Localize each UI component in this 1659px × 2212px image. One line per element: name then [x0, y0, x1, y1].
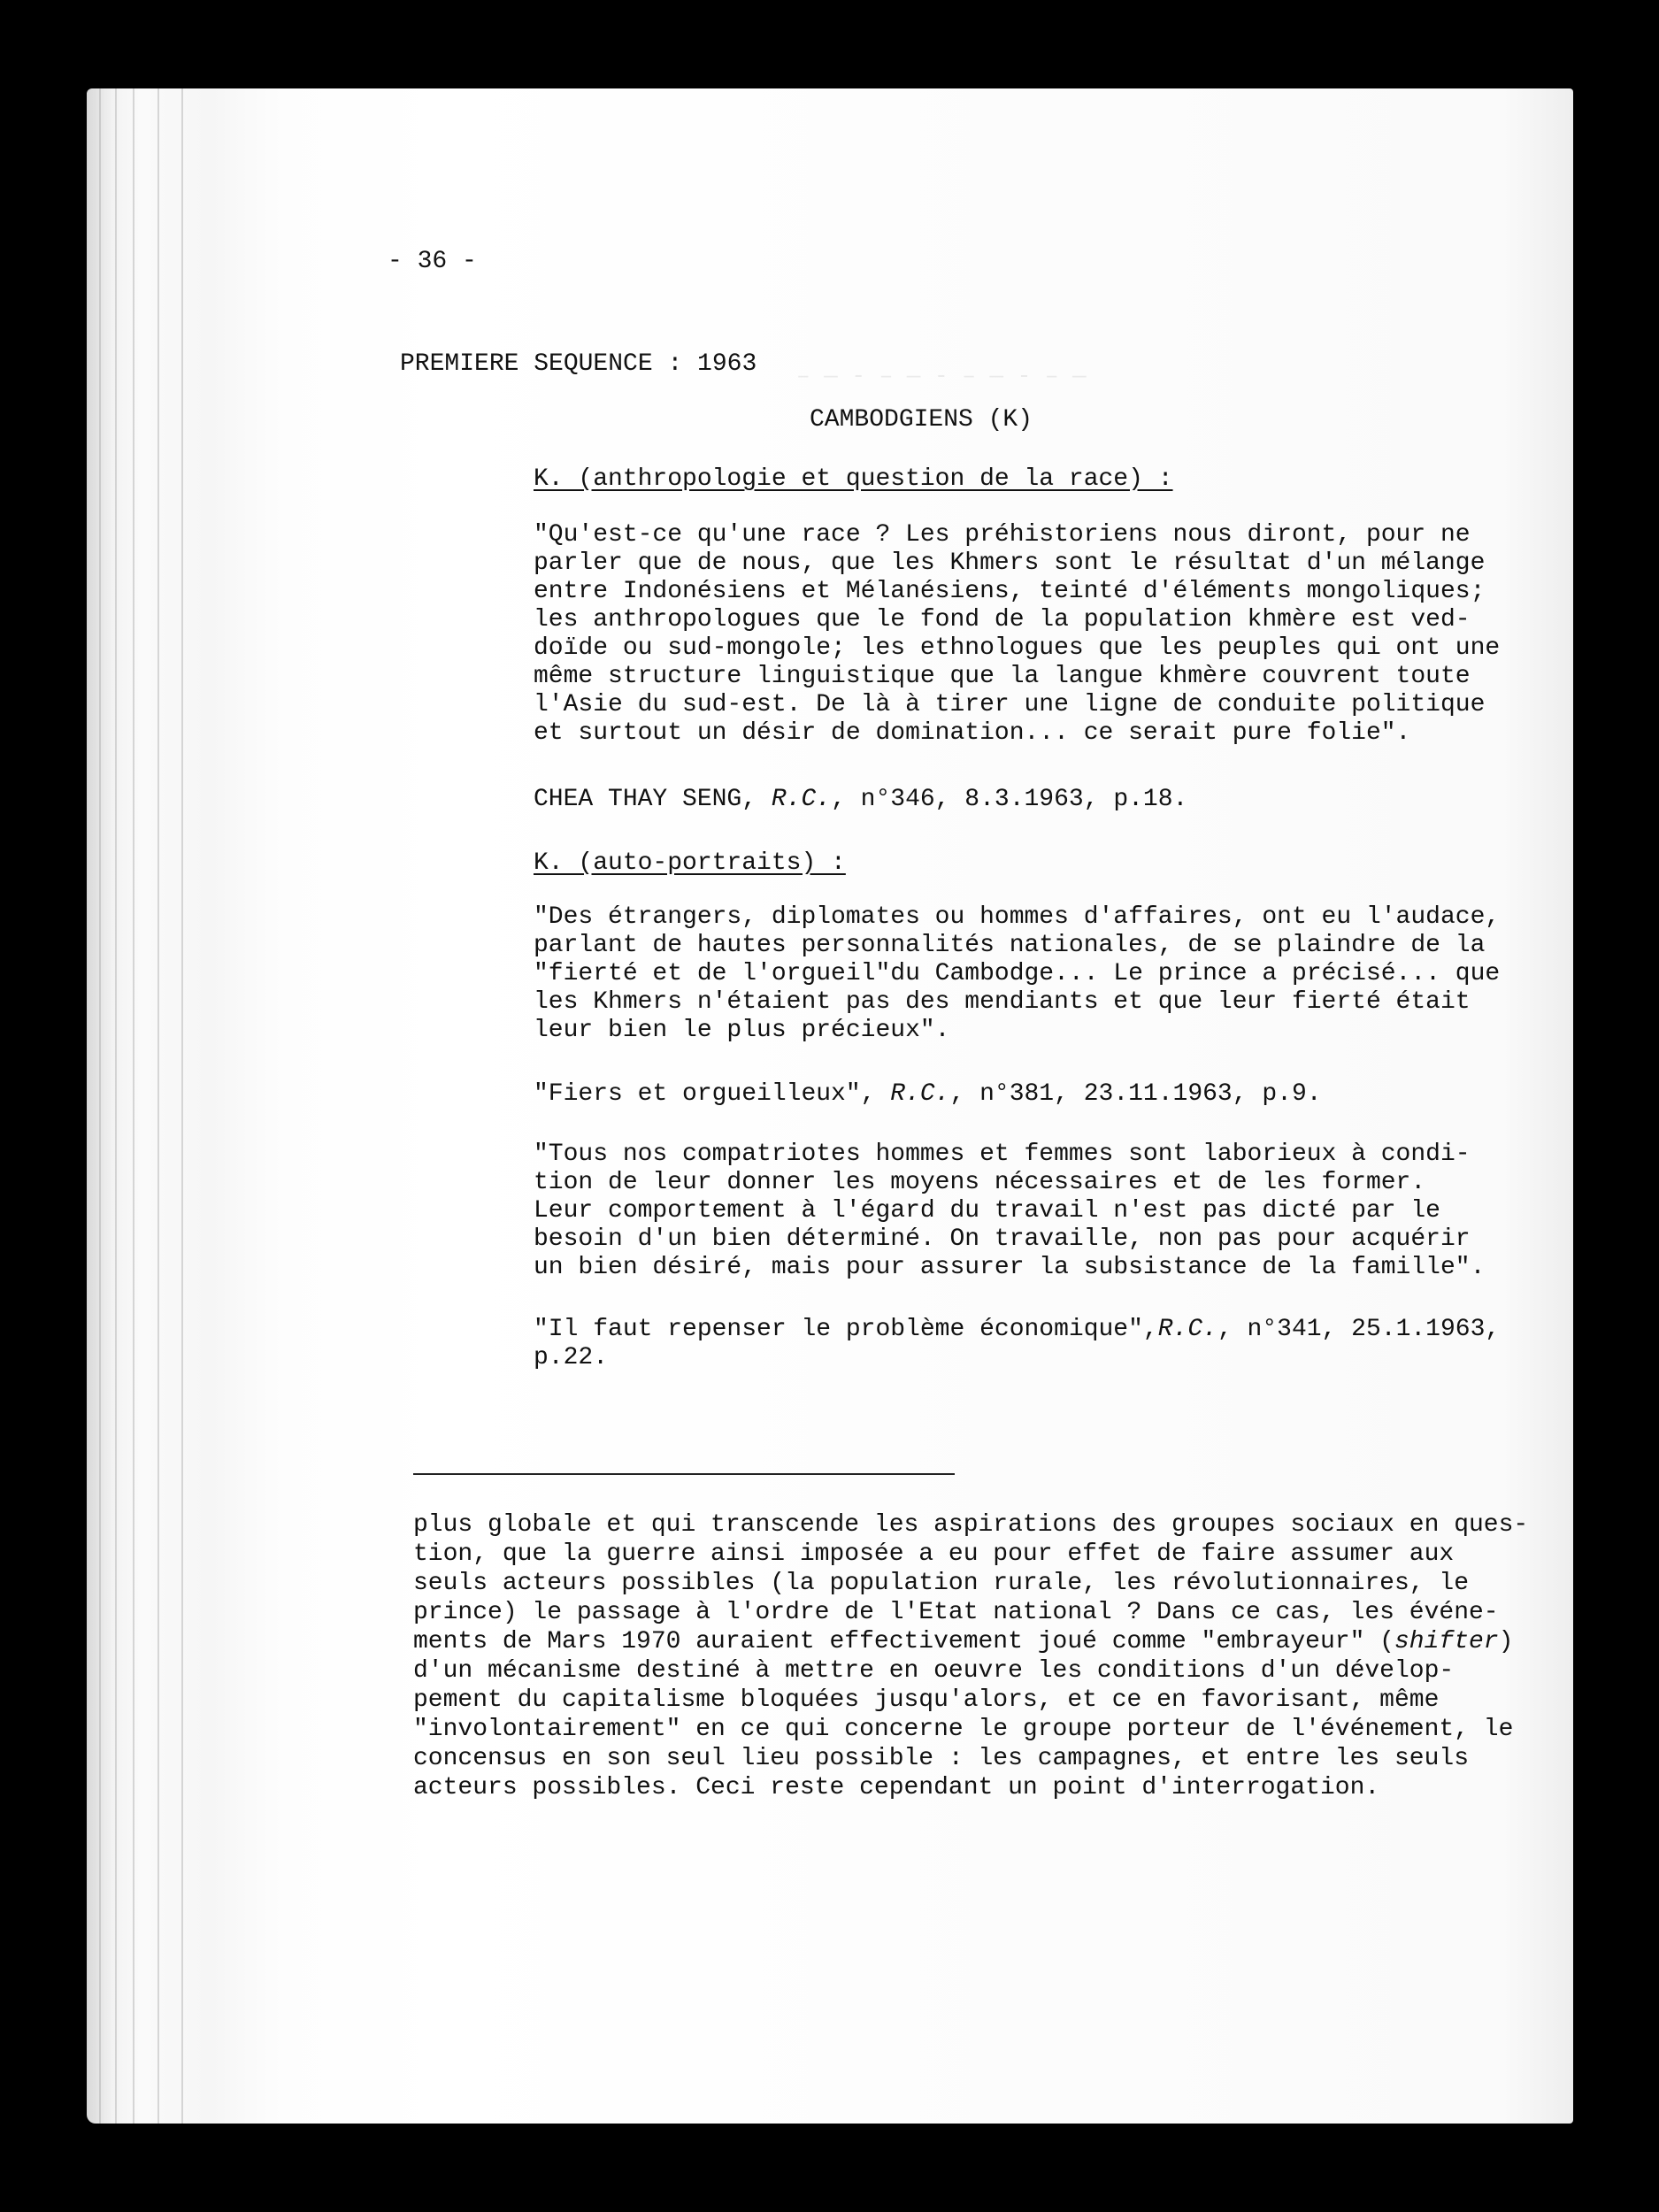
quote-line: besoin d'un bien déterminé. On travaille, non pas pour acquérir	[534, 1225, 1471, 1253]
citation-repenser-probleme	[534, 1316, 1500, 1344]
section-title: CAMBODGIENS (K)	[810, 406, 1033, 434]
quote-line: "Qu'est-ce qu'une race ? Les préhistoriens nous diront, pour ne	[534, 521, 1471, 549]
quote-line: l'Asie du sud-est. De là à tirer une ligne de conduite politique	[534, 691, 1486, 718]
bleed-through-text: — ‒ ‐ — ‒ ‐ — ‒ ‐ — ‒	[796, 363, 1087, 389]
quote-line: leur bien le plus précieux".	[534, 1017, 950, 1044]
citation-page: p.22.	[534, 1344, 609, 1371]
citation-source: R.C.	[1157, 1316, 1217, 1343]
body-line: d'un mécanisme destiné à mettre en oeuvre les conditions d'un dévelop-	[413, 1657, 1455, 1685]
section-heading-anthropologie: K. (anthropologie et question de la race) :	[534, 465, 1173, 493]
quote-line: parler que de nous, que les Khmers sont le résultat d'un mélange	[534, 549, 1486, 577]
citation-details: , n°381, 23.11.1963, p.9.	[949, 1080, 1322, 1108]
quote-line: un bien désiré, mais pour assurer la subsistance de la famille".	[534, 1254, 1486, 1281]
body-text: ments de Mars 1970 auraient effectivement joué comme "embrayeur" (	[413, 1628, 1394, 1655]
body-text: )	[1498, 1628, 1514, 1655]
body-line: seuls acteurs possibles (la population rurale, les révolutionnaires, le	[413, 1570, 1469, 1597]
body-line: plus globale et qui transcende les aspirations des groupes sociaux en ques-	[413, 1511, 1529, 1539]
page-number: - 36 -	[388, 248, 477, 275]
body-line: "involontairement" en ce qui concerne le groupe porteur de l'événement, le	[413, 1716, 1514, 1743]
body-line: concensus en son seul lieu possible : les campagnes, et entre les seuls	[413, 1745, 1469, 1772]
sequence-heading: PREMIERE SEQUENCE : 1963	[400, 350, 757, 378]
citation-title: "Il faut repenser le problème économique",	[534, 1316, 1158, 1343]
quote-line: "fierté et de l'orgueil"du Cambodge... Le prince a précisé... que	[534, 960, 1501, 987]
body-line: prince) le passage à l'ordre de l'Etat national ? Dans ce cas, les événe-	[413, 1599, 1499, 1626]
citation-title: "Fiers et orgueilleux",	[534, 1080, 891, 1108]
citation-author: CHEA THAY SENG,	[534, 786, 772, 813]
quote-line: les Khmers n'étaient pas des mendiants et que leur fierté était	[534, 988, 1471, 1016]
citation-fiers-et-orgueilleux	[534, 1080, 1322, 1109]
quote-line: tion de leur donner les moyens nécessaires et de les former.	[534, 1169, 1426, 1196]
quote-line: "Des étrangers, diplomates ou hommes d'affaires, ont eu l'audace,	[534, 903, 1501, 931]
body-line: acteurs possibles. Ceci reste cependant un point d'interrogation.	[413, 1774, 1380, 1801]
citation-details: , n°341, 25.1.1963,	[1217, 1316, 1501, 1343]
citation-source: R.C.	[890, 1080, 950, 1108]
quote-line: "Tous nos compatriotes hommes et femmes sont laborieux à condi-	[534, 1141, 1471, 1168]
body-italic-term: shifter	[1394, 1628, 1499, 1655]
citation-details: , n°346, 8.3.1963, p.18.	[831, 786, 1188, 813]
citation-source: R.C.	[771, 786, 832, 813]
quote-line: même structure linguistique que la langue khmère couvrent toute	[534, 663, 1471, 690]
body-line: tion, que la guerre ainsi imposée a eu pour effet de faire assumer aux	[413, 1540, 1455, 1568]
body-line	[413, 1628, 1513, 1656]
quote-line: doïde ou sud-mongole; les ethnologues que les peuples qui ont une	[534, 634, 1501, 662]
quote-line: Leur comportement à l'égard du travail n'est pas dicté par le	[534, 1197, 1440, 1225]
separator-rule	[413, 1473, 955, 1475]
quote-line: parlant de hautes personnalités nationales, de se plaindre de la	[534, 932, 1486, 959]
quote-line: et surtout un désir de domination... ce serait pure folie".	[534, 719, 1411, 747]
citation-chea-thay-seng	[534, 786, 1187, 814]
body-line: pement du capitalisme bloquées jusqu'alors, et ce en favorisant, même	[413, 1686, 1440, 1714]
quote-line: les anthropologues que le fond de la population khmère est ved-	[534, 606, 1471, 634]
section-heading-auto-portraits: K. (auto-portraits) :	[534, 849, 846, 877]
quote-line: entre Indonésiens et Mélanésiens, teinté d'éléments mongoliques;	[534, 578, 1486, 605]
